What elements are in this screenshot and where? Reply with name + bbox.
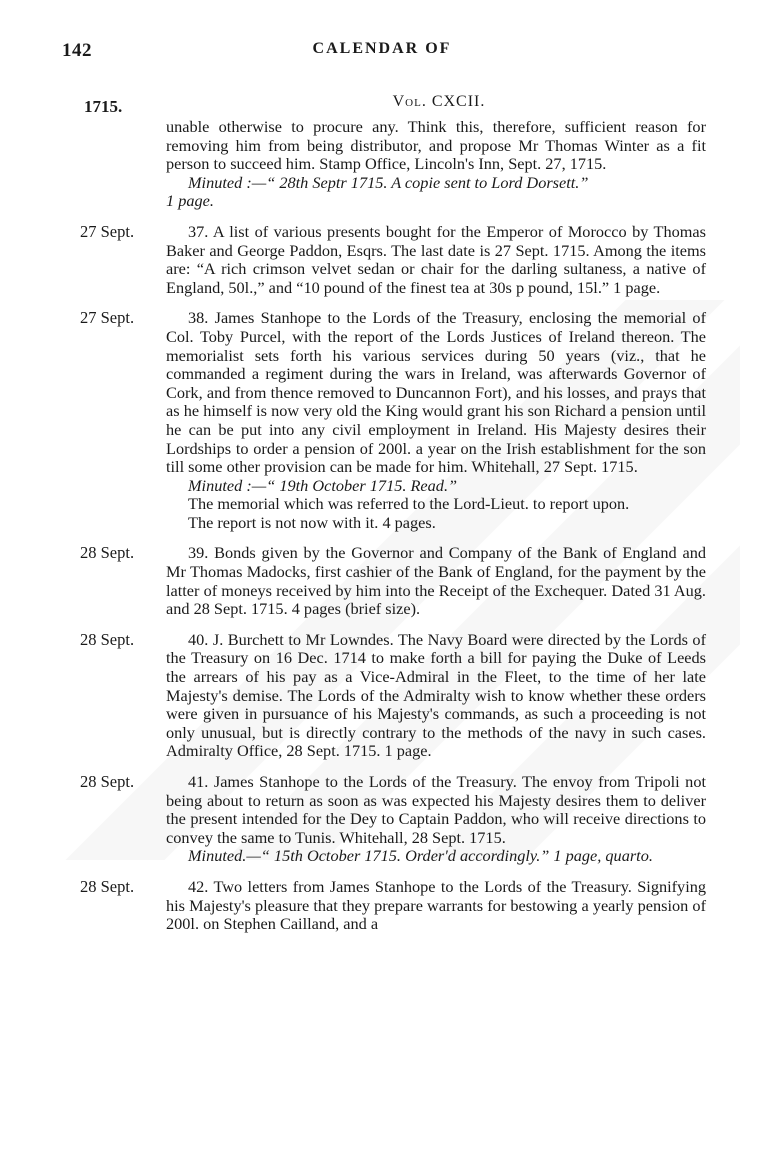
volume-label: [84, 93, 704, 111]
entry-date: 27 Sept.: [80, 221, 135, 241]
page-number: 142: [62, 40, 92, 61]
entry-date: 28 Sept.: [80, 876, 135, 896]
entry-minuted: Minuted.—“ 15th October 1715. Order'd accordingly.” 1 page, quarto.: [188, 846, 653, 866]
entry-pages: 1 page.: [166, 191, 214, 211]
entry-date: 28 Sept.: [80, 629, 135, 649]
page-header: [62, 36, 702, 66]
calendar-entry: [80, 221, 706, 297]
entry-minuted: Minuted :—“ 28th Septr 1715. A copie sent to Lord Dorsett.”: [188, 172, 589, 192]
entry-text: unable otherwise to procure any. Think this, therefore, sufficient reason for removing him from being distributor, and propose Mr Thomas Winter as a fit person to succeed him. Stamp Office, Lincoln's Inn, Sept. 27, 1715.: [166, 117, 706, 174]
volume-text: Vol. CXCII.: [392, 93, 486, 110]
entry-text: 37. A list of various presents bought for the Emperor of Morocco by Thomas Baker and George Paddon, Esqrs. The last date is 27 Sept. 1715. Among the items are: “A rich crimson velvet sedan or chair for the darling sultaness, a native of England, 50l.,” and “10 pound of the finest tea at 30s p pound, 15l.” 1 page.: [166, 221, 706, 297]
calendar-entry: [80, 308, 706, 532]
year-label: 1715.: [84, 97, 123, 116]
entry-text: 38. James Stanhope to the Lords of the Treasury, enclosing the memorial of Col. Toby Purcel, with the report of the Lords Justices of Ireland thereon. The memorialist sets forth his various services during 50 years (viz., that he commanded a regiment during the wars in Ireland, was afterwards Governor of Cork, and from thence removed to Duncannon Fort), and his losses, and prays that as he himself is now very old the King would grant his son Richard a pension until he can be put into any civil employment in Ireland. His Majesty desires their Lordships to order a pension of 200l. a year on the Irish establishment for the son till some other provision can be made for him. Whitehall, 27 Sept. 1715.: [166, 308, 706, 477]
entry-date: 27 Sept.: [80, 308, 135, 328]
entry-date: 28 Sept.: [80, 543, 135, 563]
calendar-entry: [84, 118, 706, 211]
calendar-entry: [80, 543, 706, 619]
entry-text: 41. James Stanhope to the Lords of the Treasury. The envoy from Tripoli not being about to return as soon as was expected his Majesty desires them to deliver the present intended for the Dey to Captain Paddon, who will receive directions to convey the same to Tunis. Whitehall, 28 Sept. 1715.: [166, 772, 706, 847]
entry-note: The memorial which was referred to the Lord-Lieut. to report upon.: [188, 494, 630, 514]
calendar-entry: [80, 629, 706, 761]
entry-text: 40. J. Burchett to Mr Lowndes. The Navy Board were directed by the Lords of the Treasury on 16 Dec. 1714 to make forth a bill for paying the Duke of Leeds the arrears of his pay as a Vice-Admiral in the Fleet, to the time of her late Majesty's demise. The Lords of the Admiralty wish to know whether these orders were given in pursuance of his Majesty's commands, as such a proceeding is not only unusual, but is directly contrary to the methods of the navy in such cases. Admiralty Office, 28 Sept. 1715. 1 page.: [166, 629, 706, 761]
entry-date: 28 Sept.: [80, 772, 135, 791]
entry-minuted: Minuted :—“ 19th October 1715. Read.”: [188, 475, 458, 495]
calendar-entry: [80, 876, 706, 934]
entry-text: 42. Two letters from James Stanhope to the Lords of the Treasury. Signifying his Majesty's pleasure that they prepare warrants for bestowing a yearly pension of 200l. on Stephen Cailland, and a: [166, 876, 706, 934]
section-heading: [84, 93, 704, 117]
calendar-body: [80, 117, 706, 934]
running-title: CALENDAR OF: [312, 40, 452, 57]
entry-text: 39. Bonds given by the Governor and Company of the Bank of England and Mr Thomas Madocks, first cashier of the Bank of England, for the payment by the latter of moneys received by him into the Receipt of the Exchequer. Dated 31 Aug. and 28 Sept. 1715. 4 pages (brief size).: [166, 543, 706, 619]
calendar-entry: [80, 772, 706, 866]
entry-note: The report is not now with it. 4 pages.: [188, 512, 436, 532]
